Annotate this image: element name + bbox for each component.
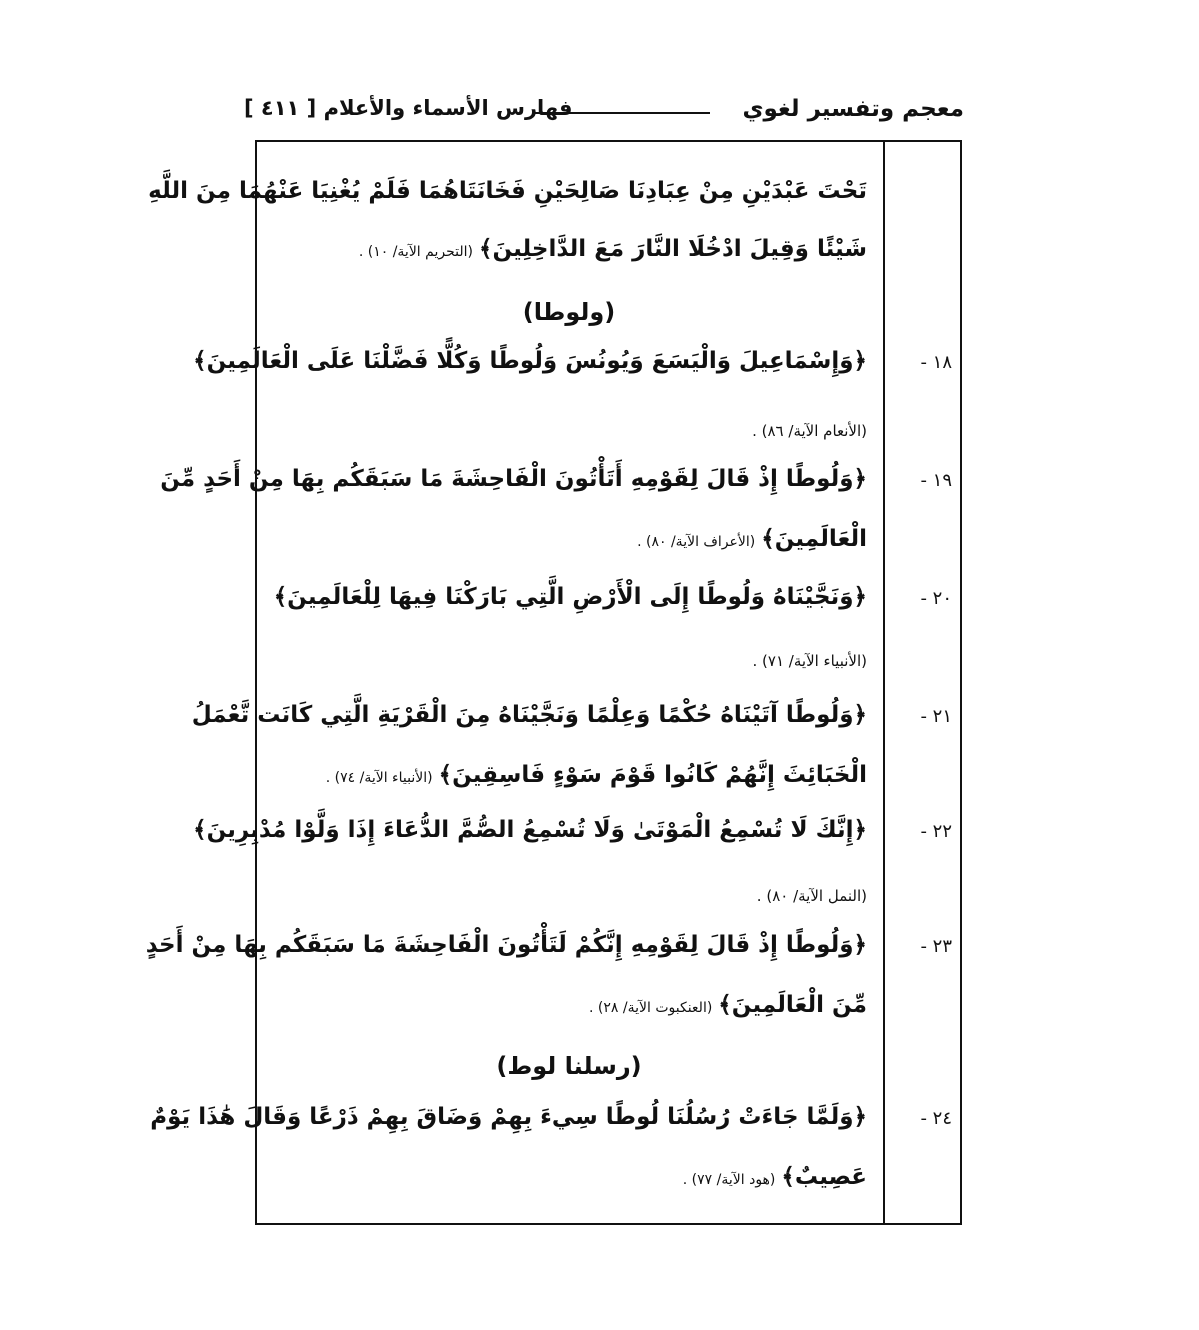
verse-citation: (التحريم الآية/ ١٠) . <box>358 244 473 260</box>
section-title: فهارس الأسماء والأعلام [ ٤١١ ] <box>244 96 573 120</box>
entry-number-22: ٢٢ - <box>920 821 952 842</box>
verse-text: عَصِيبٌ﴾ <box>781 1164 867 1190</box>
entry-18-citation: (الأنعام الآية/ ٨٦) . <box>752 422 867 440</box>
verse-text: الْعَالَمِينَ﴾ <box>761 526 867 552</box>
book-title: معجم وتفسير لغوي <box>742 96 964 122</box>
entry-number-23: ٢٣ - <box>920 936 952 957</box>
section-heading-wa-lutan: (ولوطا) <box>522 298 616 326</box>
entry-20-citation: (الأنبياء الآية/ ٧١) . <box>752 652 867 670</box>
verse-text: شَيْئًا وَقِيلَ ادْخُلَا النَّارَ مَعَ الدَّاخِلِينَ﴾ <box>478 236 867 262</box>
entry-21-citation: (الأنبياء الآية/ ٧٤) . <box>325 770 433 786</box>
entry-number-column <box>885 142 962 1223</box>
entry-24-citation: (هود الآية/ ٧٧) . <box>682 1172 776 1188</box>
entry-18-verse: ﴿وَإِسْمَاعِيلَ وَالْيَسَعَ وَيُونُسَ وَلُوطًا وَكُلًّا فَضَّلْنَا عَلَى الْعَالَمِينَ﴾ <box>193 348 867 374</box>
entry-23-verse-line-1: ﴿وَلُوطًا إِذْ قَالَ لِقَوْمِهِ إِنَّكُمْ لَتَأْتُونَ الْفَاحِشَةَ مَا سَبَقَكُم بِهَا مِنْ أَحَدٍ <box>145 932 867 958</box>
entry-number-21: ٢١ - <box>920 706 952 727</box>
verse-text: الْخَبَائِثَ إِنَّهُمْ كَانُوا قَوْمَ سَوْءٍ فَاسِقِينَ﴾ <box>438 762 867 788</box>
entry-number-24: ٢٤ - <box>920 1108 952 1129</box>
entry-number-18: ١٨ - <box>920 352 952 373</box>
continuation-line-2 <box>267 236 867 262</box>
section-heading-rusuluna-lut: (رسلنا لوط) <box>496 1052 642 1080</box>
entry-24-verse-line-2 <box>267 1164 867 1190</box>
entry-22-citation: (النمل الآية/ ٨٠) . <box>756 887 867 905</box>
continuation-line-1: تَحْتَ عَبْدَيْنِ مِنْ عِبَادِنَا صَالِحَيْنِ فَخَانَتَاهُمَا فَلَمْ يُغْنِيَا عَنْهُمَا مِنَ اللَّهِ <box>148 178 867 204</box>
content-frame <box>145 140 962 1225</box>
entry-21-verse-line-1: ﴿وَلُوطًا آتَيْنَاهُ حُكْمًا وَعِلْمًا وَنَجَّيْنَاهُ مِنَ الْقَرْيَةِ الَّتِي كَانَت تَّعْمَلُ <box>191 702 867 728</box>
entry-19-verse-line-1: ﴿وَلُوطًا إِذْ قَالَ لِقَوْمِهِ أَتَأْتُونَ الْفَاحِشَةَ مَا سَبَقَكُم بِهَا مِنْ أَحَدٍ مِّنَ <box>160 466 867 492</box>
entry-19-citation: (الأعراف الآية/ ٨٠) . <box>637 534 756 550</box>
entry-22-verse: ﴿إِنَّكَ لَا تُسْمِعُ الْمَوْتَىٰ وَلَا تُسْمِعُ الصُّمَّ الدُّعَاءَ إِذَا وَلَّوْا مُدْبِرِينَ﴾ <box>193 817 867 843</box>
entry-23-verse-line-2 <box>267 992 867 1018</box>
entry-20-verse: ﴿وَنَجَّيْنَاهُ وَلُوطًا إِلَى الْأَرْضِ الَّتِي بَارَكْنَا فِيهَا لِلْعَالَمِينَ﴾ <box>273 584 867 610</box>
entry-number-20: ٢٠ - <box>920 588 952 609</box>
verse-text: مِّنَ الْعَالَمِينَ﴾ <box>718 992 867 1018</box>
entry-19-verse-line-2 <box>267 526 867 552</box>
entry-24-verse-line-1: ﴿وَلَمَّا جَاءَتْ رُسُلُنَا لُوطًا سِيءَ بِهِمْ وَضَاقَ بِهِمْ ذَرْعًا وَقَالَ هَٰذَا يَوْمٌ <box>150 1104 867 1130</box>
entry-number-19: ١٩ - <box>920 470 952 491</box>
entry-23-citation: (العنكبوت الآية/ ٢٨) . <box>589 1000 713 1016</box>
entry-21-verse-line-2 <box>267 762 867 788</box>
running-head <box>244 96 964 132</box>
verse-text-column <box>145 142 881 1223</box>
